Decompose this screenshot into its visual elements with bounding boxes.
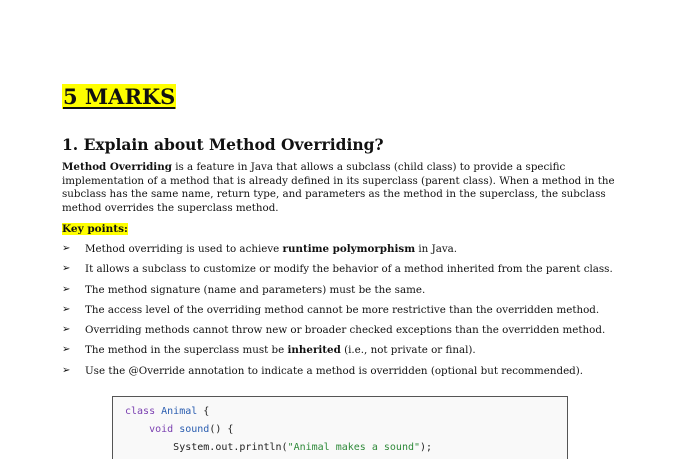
code-line (125, 423, 233, 436)
marks-heading-text: 5 MARKS (63, 84, 176, 109)
list-item (62, 242, 662, 262)
point-text: It allows a subclass to customize or modify the behavior of a method inherited from the parent class. (85, 263, 613, 276)
code-string: "Animal makes a sound" (287, 442, 421, 453)
code-punctuation: { (197, 406, 210, 417)
code-call: System.out.println( (173, 442, 288, 453)
definition-text: is a feature in Java that allows a subclass (child class) to provide a specific implementation of a method that is already defined in its superclass (parent class). When a method in the subclass has the same name, return type, and parameters as the method in the superclass, the subclass method overrides the superclass method. (62, 161, 615, 214)
point-text: in Java. (415, 243, 458, 255)
arrow-bullet-icon: ➢ (62, 364, 71, 376)
code-method-name: sound (179, 424, 210, 435)
code-line (125, 441, 432, 454)
key-points-list (62, 242, 662, 384)
marks-heading (62, 84, 176, 110)
code-punctuation: ); (420, 442, 433, 453)
code-line (125, 405, 209, 418)
key-points-label-text: Key points: (62, 223, 128, 235)
list-item (62, 283, 662, 303)
code-keyword: class (125, 406, 156, 417)
point-text: The method signature (name and parameters) must be the same. (85, 283, 426, 296)
code-class-name: Animal (161, 406, 198, 417)
arrow-bullet-icon: ➢ (62, 324, 71, 336)
list-item (62, 323, 662, 343)
point-bold-text: runtime polymorphism (282, 243, 416, 255)
list-item (62, 364, 662, 384)
code-block (112, 396, 568, 459)
point-text: (i.e., not private or final). (340, 344, 476, 357)
arrow-bullet-icon: ➢ (62, 243, 71, 254)
arrow-bullet-icon: ➢ (62, 263, 71, 275)
arrow-bullet-icon: ➢ (62, 283, 71, 295)
point-text: The method in the superclass must be (85, 344, 288, 357)
list-item (62, 262, 662, 282)
code-punctuation: () { (209, 424, 234, 435)
key-points-label (62, 222, 128, 236)
arrow-bullet-icon: ➢ (62, 344, 71, 356)
point-text: Method overriding is used to achieve (85, 243, 283, 255)
code-indent (125, 424, 149, 435)
point-text: The access level of the overriding method cannot be more restrictive than the overridden method. (85, 303, 600, 316)
code-indent (125, 442, 173, 453)
list-item (62, 303, 662, 323)
definition-term: Method Overriding (62, 161, 172, 173)
definition-paragraph (62, 161, 627, 215)
point-text: Overriding methods cannot throw new or broader checked exceptions than the overridden method. (85, 324, 606, 337)
code-keyword: void (149, 424, 174, 435)
question-title: 1. Explain about Method Overriding? (62, 135, 384, 154)
arrow-bullet-icon: ➢ (62, 303, 71, 315)
point-bold-text: inherited (287, 344, 341, 357)
list-item (62, 343, 662, 363)
point-text: Use the @Override annotation to indicate a method is overridden (optional but recommended). (85, 364, 584, 377)
